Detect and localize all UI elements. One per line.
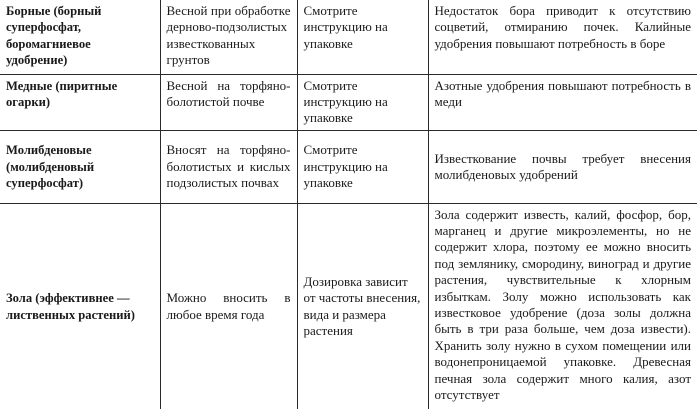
note: Зола содержит известь, калий, фосфор, бор, марганец и другие микроэлементы, но не содержит хлора, поэтому ее можно вносить под землянику, смородину, виноград и другие растения, чувствительные к хлорным избыткам. Золу можно использовать как известковое удобрение (доза золы должна быть в три раза больше, чем доза извести). Хранить золу нужно в сухом помещении или водонепроницаемой упаковке. Древесная печная зола содержит много калия, азот отсутствует <box>428 203 697 409</box>
dosage: Смотрите инструкцию на упаковке <box>297 74 428 130</box>
dosage: Смотрите инструкцию на упаковке <box>297 130 428 203</box>
fertilizer-name: Зола (эффективнее — лиственных растений) <box>0 203 160 409</box>
dosage: Дозировка зависит от частоты внесения, вида и размера растения <box>297 203 428 409</box>
application-time: Весной на торфяно-болотистой почве <box>160 74 297 130</box>
note: Известкование почвы требует внесения молибденовых удобрений <box>428 130 697 203</box>
table-row-boron <box>0 0 697 74</box>
fertilizer-name: Молибденовые (молибденовый суперфосфат) <box>0 130 160 203</box>
note: Азотные удобрения повышают потребность в меди <box>428 74 697 130</box>
table-row-copper <box>0 74 697 130</box>
note: Недостаток бора приводит к отсутствию соцветий, отмиранию почек. Калийные удобрения повышают потребность в боре <box>428 0 697 74</box>
dosage: Смотрите инструкцию на упаковке <box>297 0 428 74</box>
application-time: Можно вносить в любое время года <box>160 203 297 409</box>
application-time: Весной при обработке дерново-подзолистых известкованных грунтов <box>160 0 297 74</box>
fertilizer-name: Медные (пиритные огарки) <box>0 74 160 130</box>
table-row-molybdenum <box>0 130 697 203</box>
application-time: Вносят на торфяно-болотистых и кислых подзолистых почвах <box>160 130 297 203</box>
fertilizer-name: Борные (борный суперфосфат, боромагниевое удобрение) <box>0 0 160 74</box>
table-row-ash <box>0 203 697 409</box>
